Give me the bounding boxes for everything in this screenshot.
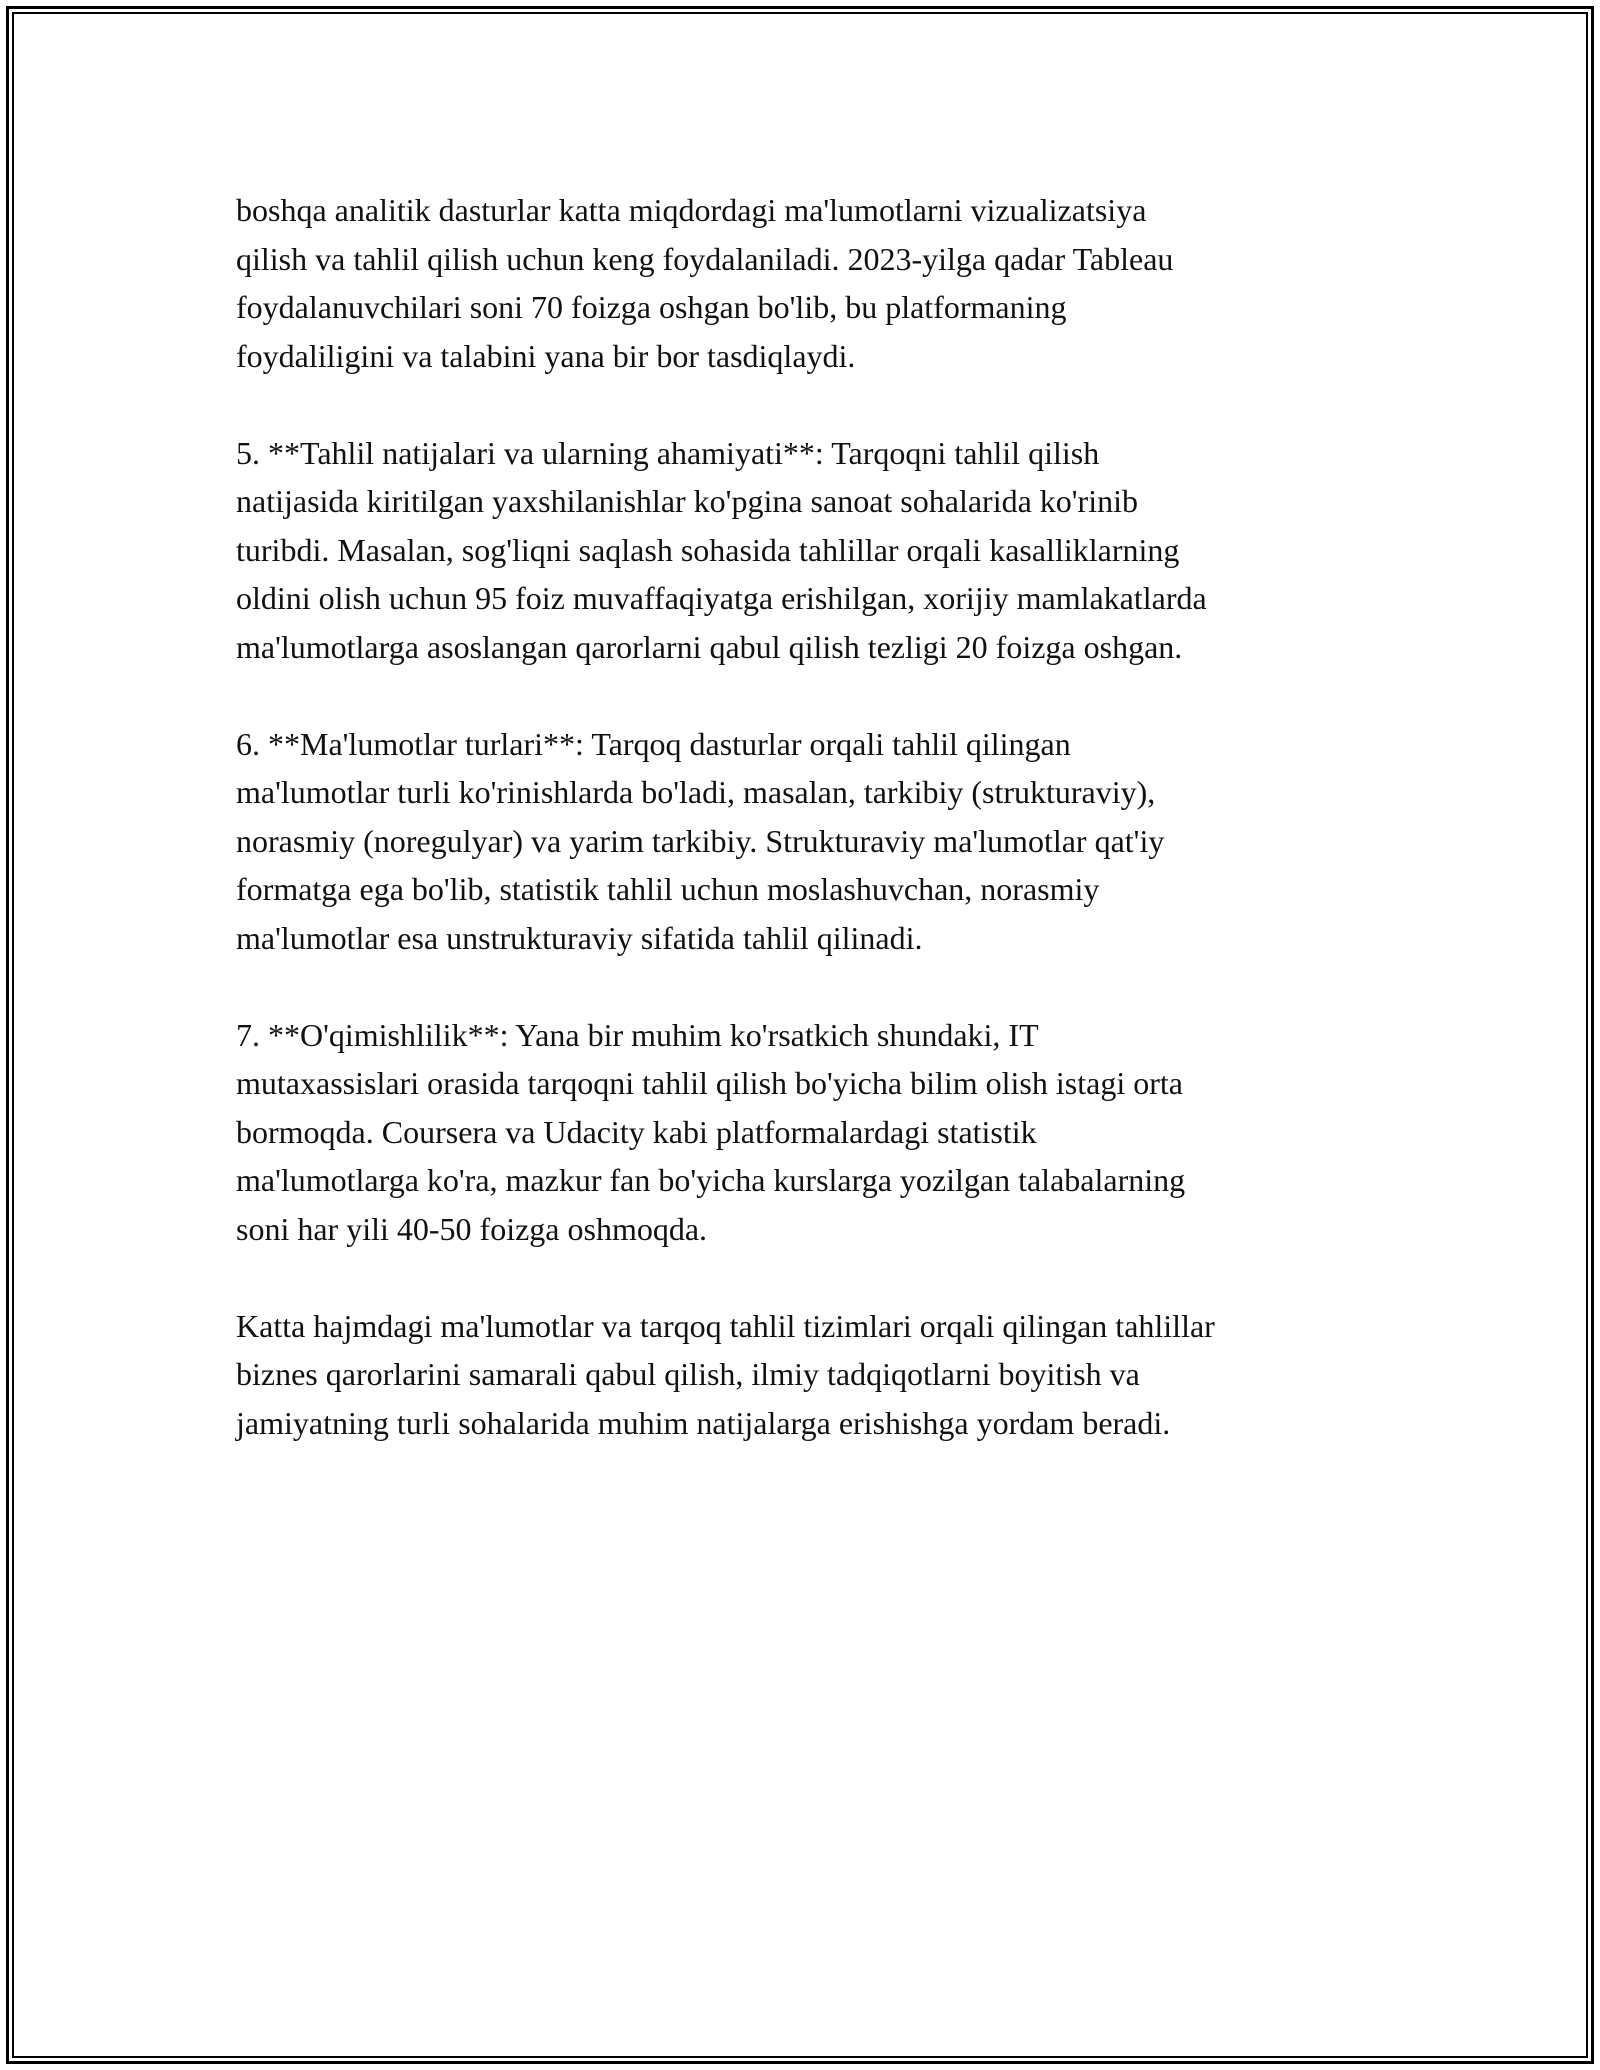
text-line: 7. **O'qimishlilik**: Yana bir muhim ko'rsatkich shundaki, IT xyxy=(236,1016,1039,1053)
text-line: bormoqda. Coursera va Udacity kabi platformalardagi statistik xyxy=(236,1113,1037,1150)
text-line: biznes qarorlarini samarali qabul qilish, ilmiy tadqiqotlarni boyitish va xyxy=(236,1356,1140,1392)
text-line: oldini olish uchun 95 foiz muvaffaqiyatga erishilgan, xorijiy mamlakatlarda xyxy=(236,580,1207,616)
document-body xyxy=(236,186,1366,1496)
text-line: mutaxassislari orasida tarqoqni tahlil qilish bo'yicha bilim olish istagi orta xyxy=(236,1065,1183,1101)
text-line: norasmiy (noregulyar) va yarim tarkibiy. Strukturaviy ma'lumotlar qat'iy xyxy=(236,822,1165,859)
text-line: foydaliligini va talabini yana bir bor tasdiqlaydi. xyxy=(236,337,856,374)
paragraph-tableau-usage xyxy=(236,186,1366,380)
text-line: natijasida kiritilgan yaxshilanishlar ko'pgina sanoat sohalarida ko'rinib xyxy=(236,483,1138,519)
text-line: 6. **Ma'lumotlar turlari**: Tarqoq dasturlar orqali tahlil qilingan xyxy=(236,725,1071,762)
text-line: 5. **Tahlil natijalari va ularning ahamiyati**: Tarqoqni tahlil qilish xyxy=(236,434,1100,471)
text-line: formatga ega bo'lib, statistik tahlil uchun moslashuvchan, norasmiy xyxy=(236,871,1100,907)
text-line: ma'lumotlar turli ko'rinishlarda bo'ladi, masalan, tarkibiy (strukturaviy), xyxy=(236,774,1156,810)
text-line: jamiyatning turli sohalarida muhim natijalarga erishishga yordam beradi. xyxy=(236,1404,1171,1441)
text-line: boshqa analitik dasturlar katta miqdordagi ma'lumotlarni vizualizatsiya xyxy=(236,192,1147,228)
paragraph-analysis-results xyxy=(236,429,1366,672)
text-line: turibdi. Masalan, sog'liqni saqlash sohasida tahlillar orqali kasalliklarning xyxy=(236,531,1180,568)
text-line: soni har yili 40-50 foizga oshmoqda. xyxy=(236,1210,708,1247)
text-line: ma'lumotlarga asoslangan qarorlarni qabul qilish tezligi 20 foizga oshgan. xyxy=(236,628,1183,665)
text-line: qilish va tahlil qilish uchun keng foydalaniladi. 2023-yilga qadar Tableau xyxy=(236,240,1174,277)
text-line: ma'lumotlar esa unstrukturaviy sifatida tahlil qilinadi. xyxy=(236,919,923,956)
paragraph-conclusion xyxy=(236,1302,1366,1448)
paragraph-data-types xyxy=(236,720,1366,963)
text-line: ma'lumotlarga ko'ra, mazkur fan bo'yicha kurslarga yozilgan talabalarning xyxy=(236,1162,1186,1198)
text-line: foydalanuvchilari soni 70 foizga oshgan bo'lib, bu platformaning xyxy=(236,289,1067,325)
paragraph-learning-interest xyxy=(236,1011,1366,1254)
text-line: Katta hajmdagi ma'lumotlar va tarqoq tahlil tizimlari orqali qilingan tahlillar xyxy=(236,1307,1215,1344)
